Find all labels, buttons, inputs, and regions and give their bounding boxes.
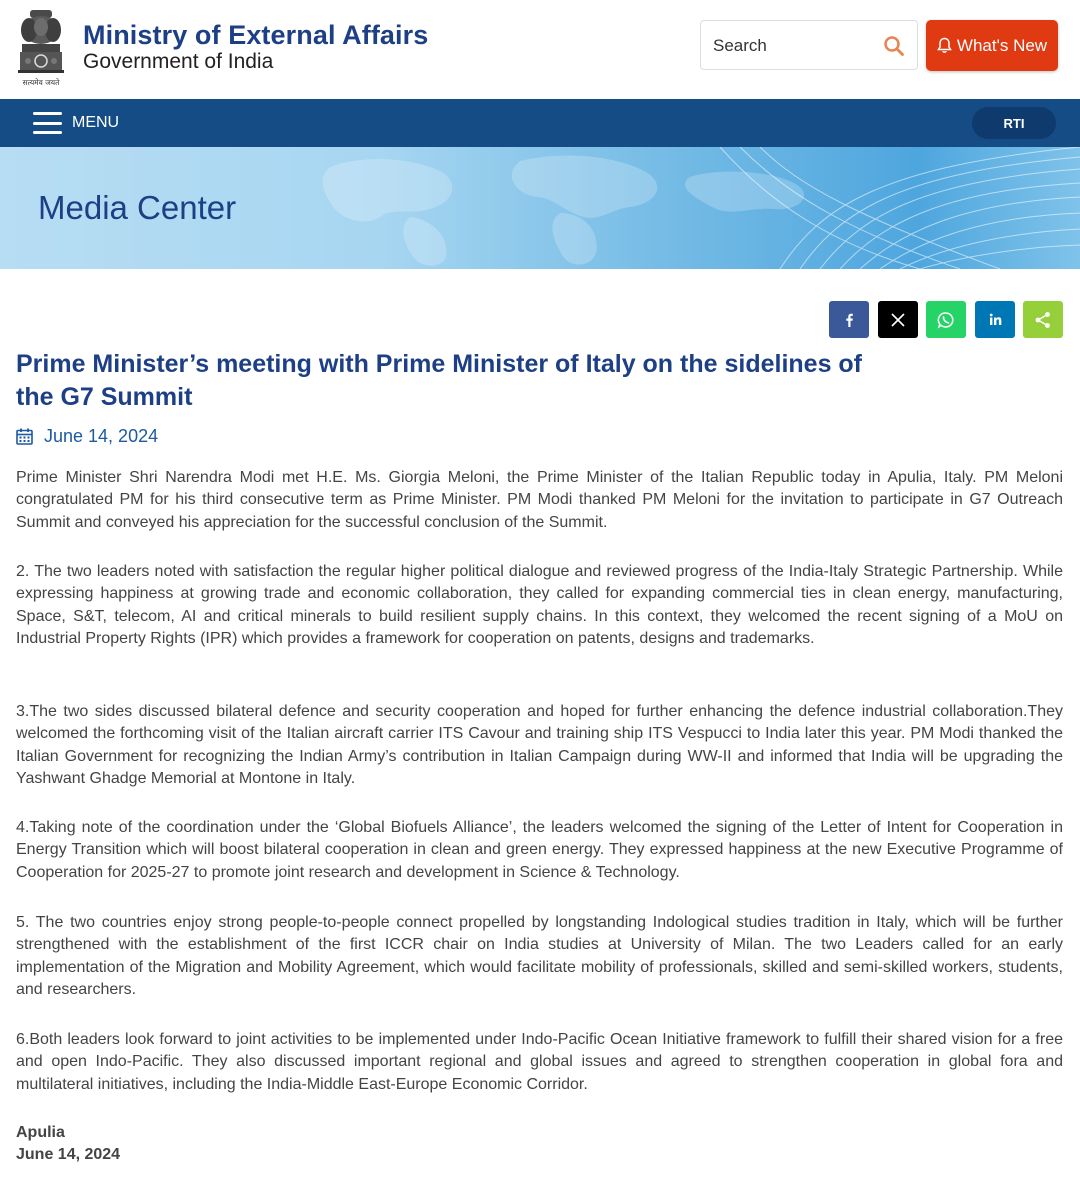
article-paragraph-6: 6.Both leaders look forward to joint activities to be implemented under Indo-Pacific Ocean Initiative framework to fulfill their shared vision for a free and open Indo-Pacific. They also discussed important regional and global issues and agreed to strengthen cooperation in global fora and multilateral initiatives, including the India-Middle East-Europe Economic Corridor. [16,1031,1063,1093]
national-emblem-icon[interactable] [16,8,66,90]
article-paragraph-1: Prime Minister Shri Narendra Modi met H.E. Ms. Giorgia Meloni, the Prime Minister of the Italian Republic today in Apulia, Italy. PM Meloni congratulated PM for his third consecutive term as Prime Minister. PM Modi thanked PM Meloni for the invitation to participate in G7 Outreach Summit and conveyed his appreciation for the successful conclusion of the Summit. [16,469,1063,531]
article-paragraph-4: 4.Taking note of the coordination under the ‘Global Biofuels Alliance’, the leaders welcomed the signing of the Letter of Intent for Cooperation in Energy Transition which will boost bilateral cooperation in clean and green energy. They expressed happiness at the new Executive Programme of Cooperation for 2025-27 to promote joint research and development in Science & Technology. [16,819,1063,881]
menu-label: MENU [72,114,120,131]
site-header [0,0,1080,99]
linkedin-icon [989,313,1002,326]
article-sign-date: June 14, 2024 [16,1146,121,1163]
rti-button[interactable]: RTI [972,107,1056,139]
x-share-button[interactable] [878,301,918,338]
bell-icon [937,37,952,54]
article-paragraph-5: 5. The two countries enjoy strong people-to-people connect propelled by longstanding Indological studies tradition in Italy, which will be further strengthened with the establishment of the first ICCR chair on India studies at University of Milan. The two Leaders called for an early implementation of the Migration and Mobility Agreement, which would facilitate mobility of professionals, skilled and semi-skilled workers, students, and researchers. [16,914,1063,999]
share-icon [1034,311,1052,329]
emblem-motto: सत्यमेव जयते [22,78,60,87]
linkedin-share-button[interactable] [975,301,1015,338]
hamburger-icon [33,112,62,134]
calendar-icon [16,428,33,445]
article-date [16,426,158,447]
facebook-share-button[interactable] [829,301,869,338]
search-icon[interactable] [883,35,905,57]
article-title: Prime Minister’s meeting with Prime Minister of Italy on the sidelines of the G7 Summit [16,350,863,411]
ministry-subtitle: Government of India [83,50,274,73]
search-input[interactable] [711,33,875,59]
menu-button[interactable] [33,111,119,135]
article-place: Apulia [16,1124,65,1141]
whats-new-label: What's New [956,35,1048,55]
banner-title: Media Center [38,189,237,226]
main-navbar [0,99,1080,147]
whatsapp-share-button[interactable] [926,301,966,338]
whats-new-button[interactable] [926,20,1058,71]
article-date-text: June 14, 2024 [44,426,159,446]
search-box [700,20,918,70]
whatsapp-icon [937,311,955,329]
ministry-title[interactable]: Ministry of External Affairs [83,20,429,50]
x-twitter-icon [891,313,905,327]
page-banner [0,147,1080,269]
article-paragraph-2: 2. The two leaders noted with satisfaction the regular higher political dialogue and reviewed progress of the India-Italy Strategic Partnership. While expressing happiness at growing trade and economic collaboration, they called for expanding commercial ties in clean energy, manufacturing, Space, S&T, telecom, AI and critical minerals to build resilient supply chains. In this context, they welcomed the recent signing of a MoU on Industrial Property Rights (IPR) which provides a framework for cooperation on patents, designs and trademarks. [16,563,1063,648]
sharethis-share-button[interactable] [1023,301,1063,338]
article-paragraph-3: 3.The two sides discussed bilateral defence and security cooperation and hoped for further enhancing the defence industrial collaboration.They welcomed the forthcoming visit of the Italian aircraft carrier ITS Cavour and training ship ITS Vespucci to India later this year. PM Modi thanked the Italian Government for recognizing the Indian Army’s contribution in Italian Campaign during WW-II and informed that India will be upgrading the Yashwant Ghadge Memorial at Montone in Italy. [16,703,1063,788]
facebook-icon [843,313,855,327]
